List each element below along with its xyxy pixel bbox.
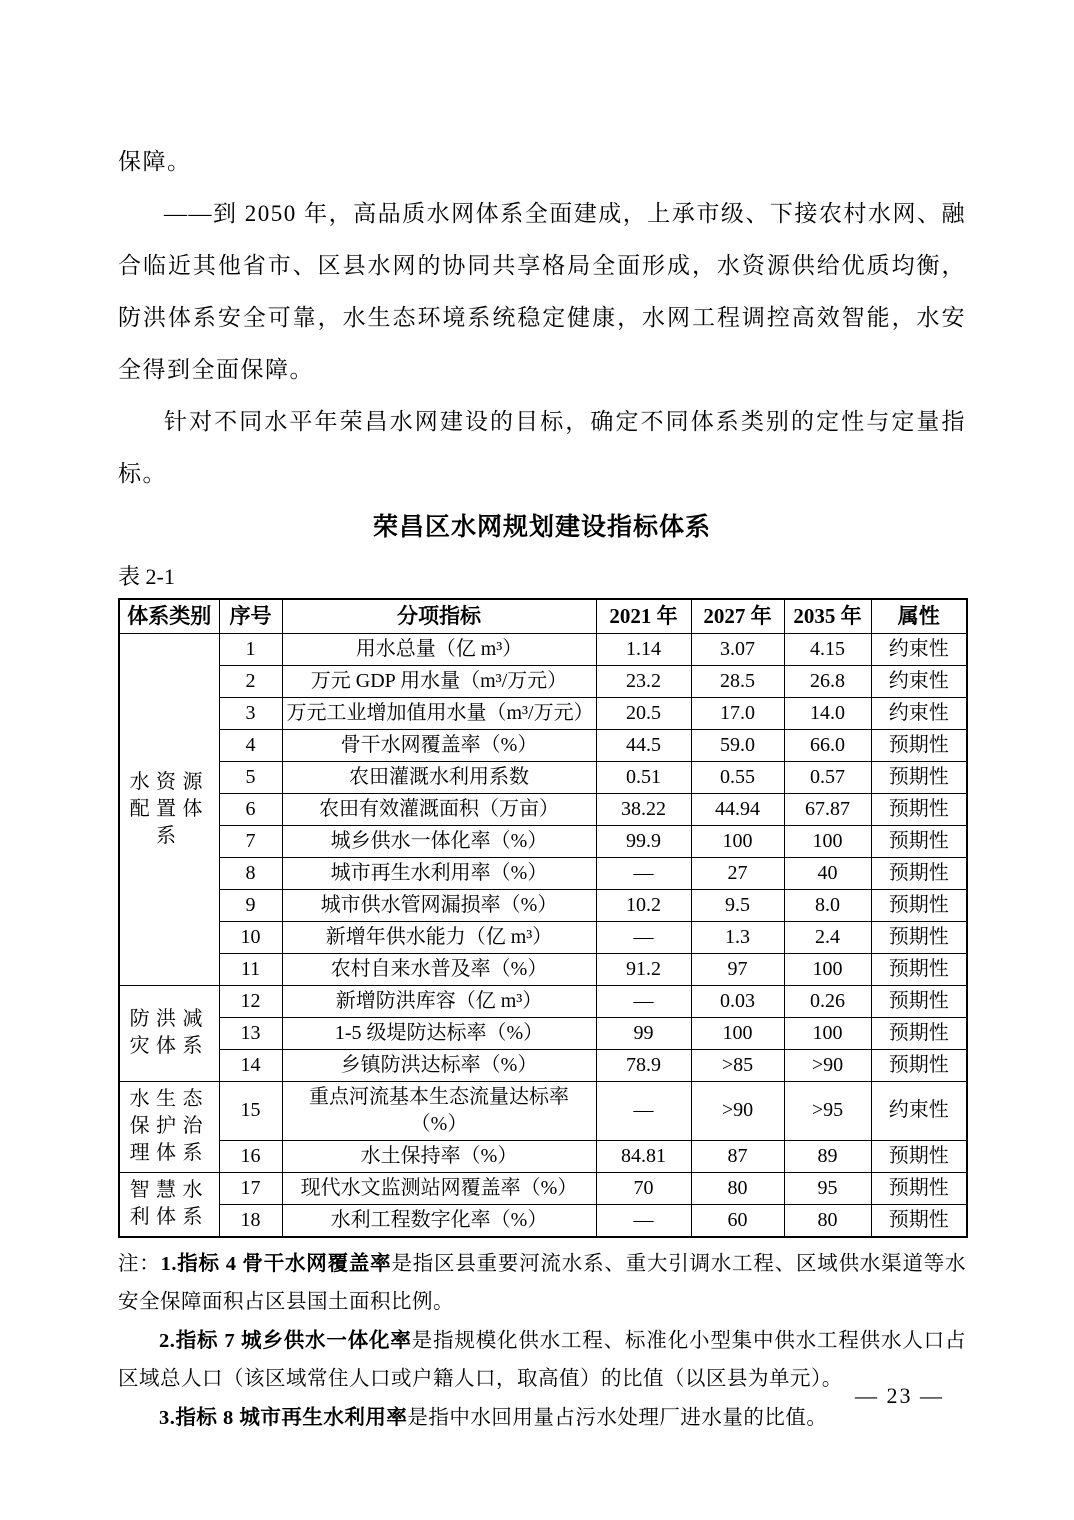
page-content: [118, 0, 966, 1437]
attribute-cell: 约束性: [871, 1081, 967, 1140]
table-row: [119, 1204, 967, 1237]
value-2021-cell: —: [596, 985, 691, 1017]
row-number-cell: 4: [219, 729, 282, 761]
table-row: [119, 985, 967, 1017]
value-2027-cell: 59.0: [691, 729, 784, 761]
table-caption: 表 2-1: [118, 564, 175, 589]
attribute-cell: 预期性: [871, 825, 967, 857]
value-2027-cell: 0.55: [691, 761, 784, 793]
value-2035-cell: 0.26: [784, 985, 871, 1017]
value-2021-cell: —: [596, 921, 691, 953]
value-2027-cell: >85: [691, 1049, 784, 1081]
row-number-cell: 2: [219, 665, 282, 697]
category-cell: 防洪减灾体系: [119, 985, 219, 1081]
indicator-cell: 城市供水管网漏损率（%）: [282, 889, 596, 921]
column-header: 分项指标: [282, 599, 596, 633]
value-2021-cell: 99: [596, 1017, 691, 1049]
table-row: [119, 857, 967, 889]
note-text: 是指中水回用量占污水处理厂进水量的比值。: [407, 1406, 828, 1429]
row-number-cell: 8: [219, 857, 282, 889]
table-row: [119, 1049, 967, 1081]
value-2027-cell: 17.0: [691, 697, 784, 729]
value-2035-cell: 2.4: [784, 921, 871, 953]
column-header: 属性: [871, 599, 967, 633]
row-number-cell: 7: [219, 825, 282, 857]
attribute-cell: 预期性: [871, 1049, 967, 1081]
paragraph: ——到 2050 年，高品质水网体系全面建成，上承市级、下接农村水网、融合临近其他省市、区县水网的协同共享格局全面形成，水资源供给优质均衡，防洪体系安全可靠，水生态环境系统稳定健康，水网工程调控高效智能，水安全得到全面保障。: [118, 201, 966, 382]
value-2021-cell: 1.14: [596, 633, 691, 665]
note-item: [118, 1322, 966, 1399]
category-cell: 智慧水利体系: [119, 1172, 219, 1237]
attribute-cell: 预期性: [871, 953, 967, 985]
value-2021-cell: —: [596, 1204, 691, 1237]
value-2021-cell: 44.5: [596, 729, 691, 761]
attribute-cell: 预期性: [871, 857, 967, 889]
indicator-cell: 乡镇防洪达标率（%）: [282, 1049, 596, 1081]
value-2035-cell: 89: [784, 1140, 871, 1172]
table-row: [119, 889, 967, 921]
value-2027-cell: 97: [691, 953, 784, 985]
table-row: [119, 1172, 967, 1204]
table-row: [119, 953, 967, 985]
row-number-cell: 10: [219, 921, 282, 953]
indicator-cell: 水利工程数字化率（%）: [282, 1204, 596, 1237]
value-2027-cell: 100: [691, 825, 784, 857]
table-row: [119, 793, 967, 825]
paragraph: 保障。: [118, 149, 192, 174]
table-row: [119, 665, 967, 697]
attribute-cell: 约束性: [871, 633, 967, 665]
row-number-cell: 6: [219, 793, 282, 825]
table-row: [119, 825, 967, 857]
row-number-cell: 13: [219, 1017, 282, 1049]
indicator-cell: 现代水文监测站网覆盖率（%）: [282, 1172, 596, 1204]
indicator-cell: 万元工业增加值用水量（m³/万元）: [282, 697, 596, 729]
value-2021-cell: 91.2: [596, 953, 691, 985]
indicator-cell: 农田灌溉水利用系数: [282, 761, 596, 793]
note-term: 2.指标 7 城乡供水一体化率: [159, 1329, 412, 1352]
value-2021-cell: 99.9: [596, 825, 691, 857]
indicator-cell: 城市再生水利用率（%）: [282, 857, 596, 889]
indicator-cell: 新增年供水能力（亿 m³）: [282, 921, 596, 953]
attribute-cell: 预期性: [871, 921, 967, 953]
column-header: 2027 年: [691, 599, 784, 633]
row-number-cell: 16: [219, 1140, 282, 1172]
attribute-cell: 预期性: [871, 1017, 967, 1049]
value-2027-cell: 60: [691, 1204, 784, 1237]
value-2035-cell: 14.0: [784, 697, 871, 729]
value-2035-cell: 8.0: [784, 889, 871, 921]
value-2021-cell: —: [596, 857, 691, 889]
indicator-cell: 万元 GDP 用水量（m³/万元）: [282, 665, 596, 697]
value-2035-cell: 80: [784, 1204, 871, 1237]
table-row: [119, 1081, 967, 1140]
value-2035-cell: 100: [784, 1017, 871, 1049]
table-row: [119, 1140, 967, 1172]
value-2027-cell: >90: [691, 1081, 784, 1140]
row-number-cell: 9: [219, 889, 282, 921]
attribute-cell: 预期性: [871, 889, 967, 921]
table-row: [119, 633, 967, 665]
value-2021-cell: 0.51: [596, 761, 691, 793]
paragraph: 针对不同水平年荣昌水网建设的目标，确定不同体系类别的定性与定量指标。: [118, 409, 966, 486]
table-row: [119, 921, 967, 953]
row-number-cell: 14: [219, 1049, 282, 1081]
attribute-cell: 预期性: [871, 793, 967, 825]
row-number-cell: 3: [219, 697, 282, 729]
column-header: 2021 年: [596, 599, 691, 633]
body-paragraphs: [118, 0, 966, 500]
row-number-cell: 15: [219, 1081, 282, 1140]
value-2027-cell: 44.94: [691, 793, 784, 825]
indicator-cell: 水土保持率（%）: [282, 1140, 596, 1172]
indicator-cell: 骨干水网覆盖率（%）: [282, 729, 596, 761]
row-number-cell: 1: [219, 633, 282, 665]
table-row: [119, 1017, 967, 1049]
table-title: 荣昌区水网规划建设指标体系: [372, 514, 711, 541]
row-number-cell: 18: [219, 1204, 282, 1237]
value-2035-cell: 40: [784, 857, 871, 889]
value-2035-cell: 0.57: [784, 761, 871, 793]
note-text: 是指规模化供水工程、标准化小型集中供水工程供水人口占区域总人口（该区域常住人口或户籍人口，取高值）的比值（以区县为单元）。: [118, 1329, 967, 1390]
indicator-cell: 1-5 级堤防达标率（%）: [282, 1017, 596, 1049]
indicator-cell: 重点河流基本生态流量达标率（%）: [282, 1081, 596, 1140]
value-2027-cell: 9.5: [691, 889, 784, 921]
row-number-cell: 11: [219, 953, 282, 985]
row-number-cell: 17: [219, 1172, 282, 1204]
value-2035-cell: 67.87: [784, 793, 871, 825]
category-cell: 水生态保护治理体系: [119, 1081, 219, 1172]
table-notes: [118, 1245, 966, 1438]
value-2021-cell: 23.2: [596, 665, 691, 697]
note-lead: 注：: [118, 1252, 161, 1275]
value-2021-cell: —: [596, 1081, 691, 1140]
value-2027-cell: 80: [691, 1172, 784, 1204]
note-term: 3.指标 8 城市再生水利用率: [159, 1406, 408, 1429]
value-2035-cell: >95: [784, 1081, 871, 1140]
category-cell: 水资源配置体系: [119, 633, 219, 985]
indicator-table: [118, 598, 968, 1238]
page-number: — 23 —: [855, 1383, 944, 1408]
note-text: 是指区县重要河流水系、重大引调水工程、区域供水渠道等水安全保障面积占区县国土面积比例。: [118, 1252, 967, 1313]
value-2027-cell: 0.03: [691, 985, 784, 1017]
value-2027-cell: 3.07: [691, 633, 784, 665]
indicator-cell: 新增防洪库容（亿 m³）: [282, 985, 596, 1017]
table-header-row: [119, 599, 967, 633]
value-2035-cell: 66.0: [784, 729, 871, 761]
attribute-cell: 预期性: [871, 985, 967, 1017]
value-2027-cell: 27: [691, 857, 784, 889]
indicator-cell: 城乡供水一体化率（%）: [282, 825, 596, 857]
row-number-cell: 12: [219, 985, 282, 1017]
indicator-cell: 农村自来水普及率（%）: [282, 953, 596, 985]
value-2035-cell: 26.8: [784, 665, 871, 697]
row-number-cell: 5: [219, 761, 282, 793]
value-2027-cell: 28.5: [691, 665, 784, 697]
value-2035-cell: 100: [784, 953, 871, 985]
attribute-cell: 预期性: [871, 1172, 967, 1204]
note-item: [118, 1399, 966, 1438]
indicator-cell: 农田有效灌溉面积（万亩）: [282, 793, 596, 825]
value-2027-cell: 1.3: [691, 921, 784, 953]
value-2021-cell: 78.9: [596, 1049, 691, 1081]
value-2035-cell: >90: [784, 1049, 871, 1081]
value-2027-cell: 100: [691, 1017, 784, 1049]
value-2021-cell: 70: [596, 1172, 691, 1204]
value-2035-cell: 4.15: [784, 633, 871, 665]
value-2021-cell: 20.5: [596, 697, 691, 729]
value-2021-cell: 38.22: [596, 793, 691, 825]
value-2027-cell: 87: [691, 1140, 784, 1172]
value-2035-cell: 95: [784, 1172, 871, 1204]
attribute-cell: 预期性: [871, 761, 967, 793]
table-row: [119, 729, 967, 761]
attribute-cell: 预期性: [871, 729, 967, 761]
column-header: 2035 年: [784, 599, 871, 633]
column-header: 体系类别: [119, 599, 219, 633]
note-term: 1.指标 4 骨干水网覆盖率: [160, 1252, 392, 1275]
attribute-cell: 预期性: [871, 1204, 967, 1237]
value-2035-cell: 100: [784, 825, 871, 857]
attribute-cell: 约束性: [871, 697, 967, 729]
value-2021-cell: 84.81: [596, 1140, 691, 1172]
column-header: 序号: [219, 599, 282, 633]
table-row: [119, 761, 967, 793]
attribute-cell: 预期性: [871, 1140, 967, 1172]
attribute-cell: 约束性: [871, 665, 967, 697]
value-2021-cell: 10.2: [596, 889, 691, 921]
note-item: [118, 1245, 966, 1322]
table-row: [119, 697, 967, 729]
indicator-cell: 用水总量（亿 m³）: [282, 633, 596, 665]
